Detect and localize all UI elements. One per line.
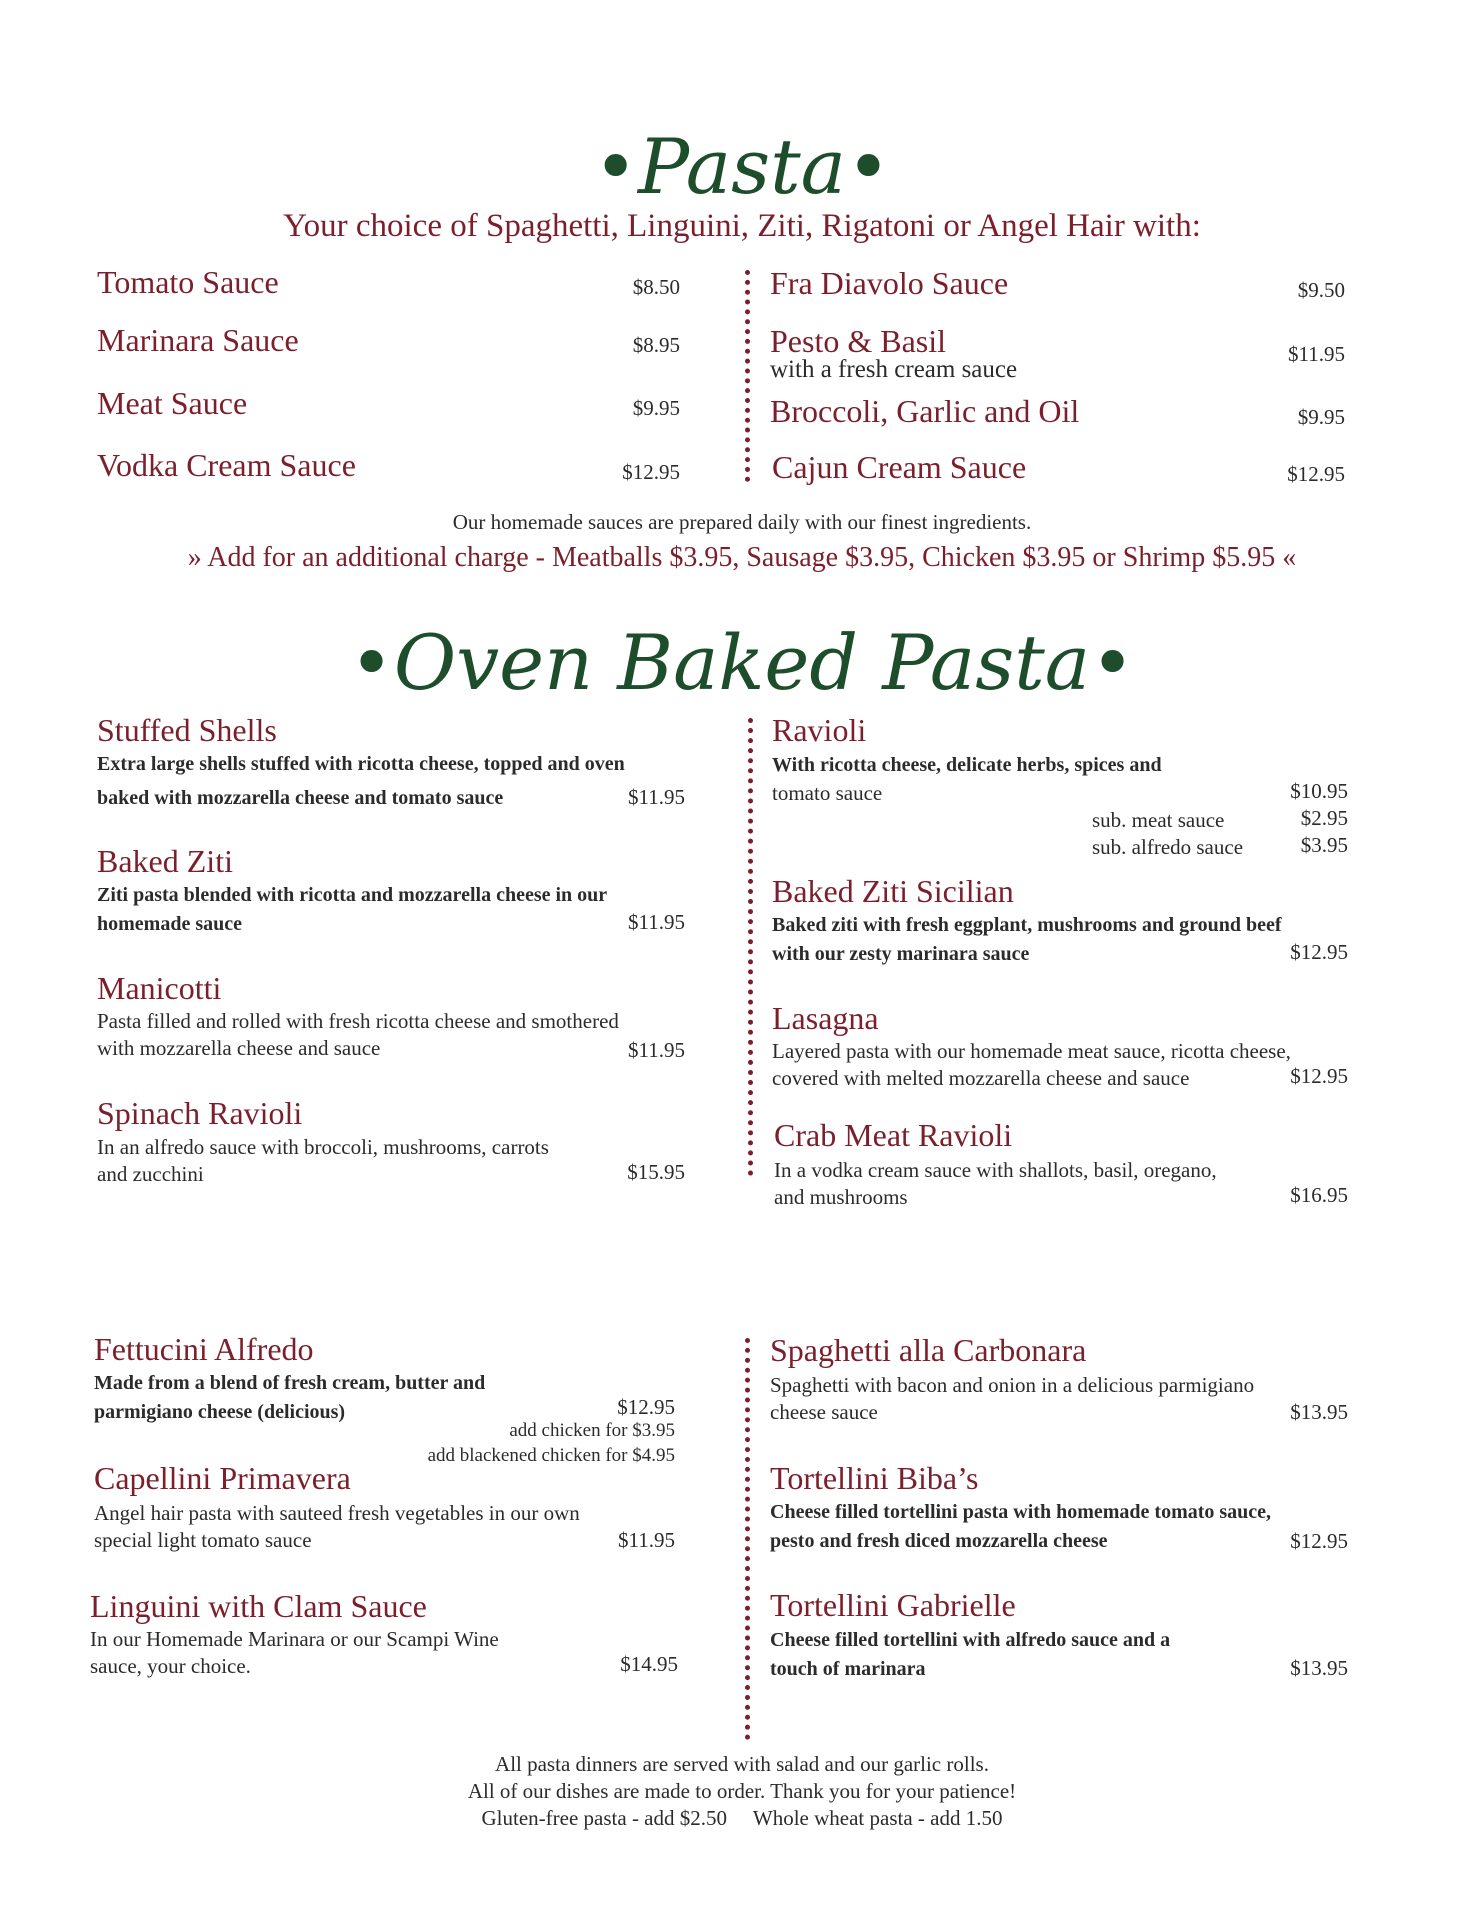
sauce-marinara: Marinara Sauce [97,322,299,358]
item-crab-meat-ravioli: Crab Meat Ravioli [774,1117,1013,1153]
item-fettucini-alfredo: Fettucini Alfredo [94,1331,314,1367]
sauce-vodka-cream: Vodka Cream Sauce [97,447,356,483]
item-fettucini-alfredo-desc1: Made from a blend of fresh cream, butter and [94,1372,486,1394]
item-ravioli: Ravioli [772,712,867,748]
item-manicotti-desc2: with mozzarella cheese and sauce [97,1036,381,1060]
item-capellini-primavera-price: $11.95 [618,1528,675,1552]
item-stuffed-shells-price: $11.95 [628,785,685,809]
item-manicotti-price: $11.95 [628,1038,685,1062]
sauce-pesto-basil-price: $11.95 [1288,342,1345,366]
item-tortellini-bibas-desc1: Cheese filled tortellini pasta with homemade tomato sauce, [770,1501,1272,1523]
item-ravioli-sub-alfredo: sub. alfredo sauce [1092,835,1244,859]
addons-note: » Add for an additional charge - Meatballs $3.95, Sausage $3.95, Chicken $3.95 or Shrimp $5.95 « [187,542,1297,573]
item-linguini-clam-price: $14.95 [620,1652,678,1676]
item-tortellini-gabrielle-desc1: Cheese filled tortellini with alfredo sauce and a [770,1629,1171,1651]
item-baked-ziti-sicilian-desc2: with our zesty marinara sauce [772,943,1030,965]
column-divider [745,1338,750,1740]
item-fettucini-add-chicken: add chicken for $3.95 [509,1420,675,1441]
sauce-note: Our homemade sauces are prepared daily with our finest ingredients. [452,510,1032,534]
sauce-tomato-price: $8.50 [632,275,680,299]
sauce-pesto-basil-sub: with a fresh cream sauce [770,356,1018,383]
sauce-broccoli-garlic-oil: Broccoli, Garlic and Oil [770,393,1080,429]
item-manicotti-desc1: Pasta filled and rolled with fresh ricotta cheese and smothered [97,1009,619,1033]
item-baked-ziti: Baked Ziti [97,843,233,879]
footer-line-1: All pasta dinners are served with salad and our garlic rolls. [495,1752,989,1776]
item-lasagna-desc2: covered with melted mozzarella cheese and sauce [772,1066,1190,1090]
item-tortellini-bibas-desc2: pesto and fresh diced mozzarella cheese [770,1530,1108,1552]
item-baked-ziti-sicilian-desc1: Baked ziti with fresh eggplant, mushrooms and ground beef [772,914,1282,936]
item-ravioli-sub-meat-price: $2.95 [1300,806,1348,830]
item-tortellini-gabrielle-price: $13.95 [1290,1656,1348,1680]
sauce-broccoli-garlic-oil-price: $9.95 [1297,405,1345,429]
item-baked-ziti-desc2: homemade sauce [97,913,242,935]
item-stuffed-shells-desc2: baked with mozzarella cheese and tomato sauce [97,787,504,809]
sauce-fra-diavolo: Fra Diavolo Sauce [770,265,1009,301]
item-linguini-clam-desc1: In our Homemade Marinara or our Scampi Wine [90,1627,499,1651]
item-linguini-clam-desc2: sauce, your choice. [90,1654,251,1678]
item-baked-ziti-sicilian: Baked Ziti Sicilian [772,873,1014,909]
item-stuffed-shells-desc1: Extra large shells stuffed with ricotta cheese, topped and oven [97,753,625,775]
item-lasagna: Lasagna [772,1000,879,1036]
sauce-meat: Meat Sauce [97,385,248,421]
item-spaghetti-carbonara-desc1: Spaghetti with bacon and onion in a delicious parmigiano [770,1373,1255,1397]
item-capellini-primavera-desc2: special light tomato sauce [94,1528,312,1552]
sauce-cajun-cream-price: $12.95 [1287,462,1345,486]
item-tortellini-bibas: Tortellini Biba’s [770,1460,979,1496]
item-tortellini-gabrielle-desc2: touch of marinara [770,1658,926,1680]
sauce-cajun-cream: Cajun Cream Sauce [772,449,1027,485]
footer-line-3: Gluten-free pasta - add $2.50 Whole wheat pasta - add 1.50 [481,1806,1003,1830]
item-capellini-primavera: Capellini Primavera [94,1460,351,1496]
item-ravioli-sub-alfredo-price: $3.95 [1300,833,1348,857]
item-ravioli-price: $10.95 [1290,779,1348,803]
item-capellini-primavera-desc1: Angel hair pasta with sauteed fresh vegetables in our own [94,1501,580,1525]
item-spaghetti-carbonara-desc2: cheese sauce [770,1400,878,1424]
sauce-meat-price: $9.95 [632,396,680,420]
item-crab-meat-ravioli-desc2: and mushrooms [774,1185,908,1209]
item-baked-ziti-price: $11.95 [628,910,685,934]
item-spinach-ravioli-desc1: In an alfredo sauce with broccoli, mushrooms, carrots [97,1135,549,1159]
item-ravioli-desc2: tomato sauce [772,781,883,805]
pasta-heading: •Pasta• [593,122,891,211]
item-spinach-ravioli: Spinach Ravioli [97,1095,303,1131]
item-spaghetti-carbonara-price: $13.95 [1290,1400,1348,1424]
item-manicotti: Manicotti [97,970,222,1006]
column-divider [745,270,750,482]
item-spinach-ravioli-price: $15.95 [627,1160,685,1184]
item-tortellini-gabrielle: Tortellini Gabrielle [770,1587,1016,1623]
item-fettucini-alfredo-desc2: parmigiano cheese (delicious) [94,1401,346,1423]
sauce-vodka-cream-price: $12.95 [622,460,680,484]
item-crab-meat-ravioli-desc1: In a vodka cream sauce with shallots, basil, oregano, [774,1158,1217,1182]
item-linguini-clam: Linguini with Clam Sauce [90,1588,427,1624]
sauce-pesto-basil: Pesto & Basil [770,323,947,359]
item-baked-ziti-sicilian-price: $12.95 [1290,940,1348,964]
item-fettucini-add-blackened: add blackened chicken for $4.95 [427,1445,675,1466]
item-ravioli-sub-meat: sub. meat sauce [1092,808,1225,832]
item-lasagna-desc1: Layered pasta with our homemade meat sauce, ricotta cheese, [772,1039,1291,1063]
item-baked-ziti-desc1: Ziti pasta blended with ricotta and mozzarella cheese in our [97,884,608,906]
item-ravioli-desc1: With ricotta cheese, delicate herbs, spices and [772,754,1162,776]
sauce-marinara-price: $8.95 [632,333,680,357]
item-spinach-ravioli-desc2: and zucchini [97,1162,204,1186]
footer-line-2: All of our dishes are made to order. Thank you for your patience! [467,1779,1017,1803]
column-divider [748,718,753,1176]
sauce-fra-diavolo-price: $9.50 [1297,278,1345,302]
sauce-tomato: Tomato Sauce [97,264,279,300]
item-crab-meat-ravioli-price: $16.95 [1290,1183,1348,1207]
oven-baked-heading: •Oven Baked Pasta• [349,618,1135,707]
item-tortellini-bibas-price: $12.95 [1290,1529,1348,1553]
item-stuffed-shells: Stuffed Shells [97,712,277,748]
item-spaghetti-carbonara: Spaghetti alla Carbonara [770,1332,1087,1368]
pasta-subtitle: Your choice of Spaghetti, Linguini, Ziti, Rigatoni or Angel Hair with: [283,208,1201,244]
item-fettucini-alfredo-price: $12.95 [617,1395,675,1419]
item-lasagna-price: $12.95 [1290,1064,1348,1088]
